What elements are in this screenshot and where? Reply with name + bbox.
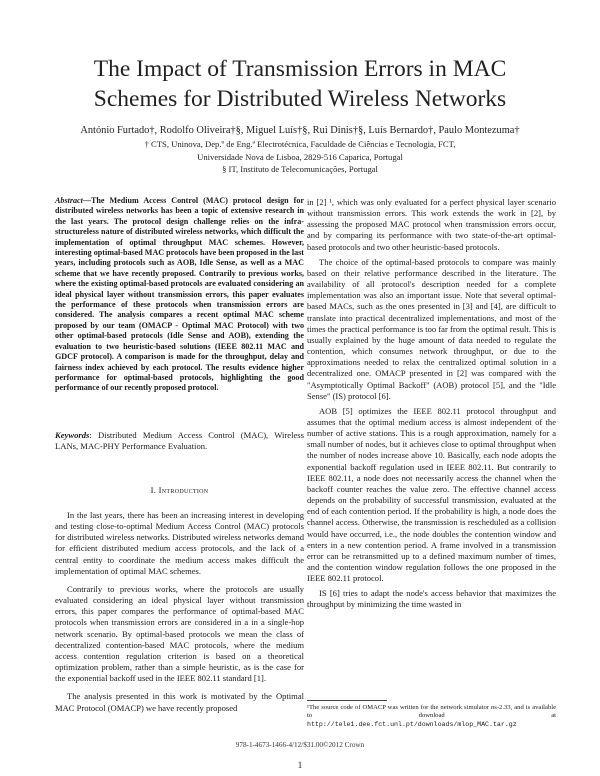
affiliation-line: † CTS, Uninova, Dep.º de Eng.ª Electrotécnica, Faculdade de Ciências e Tecnologia, FCT,: [144, 139, 456, 149]
footnote-rule: [307, 700, 387, 701]
section-number: I.: [150, 485, 157, 495]
paragraph: Contrarily to previous works, where the protocols are usually evaluated considering an ideal physical layer without transmission errors, this paper compares the performance of optimal-based MAC protocols when transmission errors are considered in a in a single-hop network scenario. By optimal-based protocols we mean the class of decentralized contention-based MAC protocols, where the medium access contention regulation criterion is based on a theoretical optimization problem, rather than a simple heuristic, as is the case for the exponential backoff used in the IEEE 802.11 standard [1].: [55, 583, 304, 684]
section-heading: [55, 485, 304, 495]
paper-title: [40, 54, 560, 114]
paragraph: AOB [5] optimizes the IEEE 802.11 protocol throughput and assumes that the optimal medium access is almost independent of the number of active stations. This is a rough approximation, namely for a small number of nodes, but it achieves close to optimal throughput when the number of nodes increase above 10. Basically, each node adopts the exponential backoff regulation used in IEEE 802.11. But contrarily to IEEE 802.11, a node does not necessarily access the channel when the backoff counter reaches the value zero. The effective channel access depends on the probability of successful transmission, evaluated at the end of each contention period. If the probability is high, a node does the channel access. Otherwise, the transmission is rescheduled as a collision would have occurred, i.e., the node doubles the contention window and enters in a new contention period. A frame involved in a transmission error can be retransmitted up to a defined maximum number of times, and the contention window regulation follows the one proposed in the IEEE 802.11 protocol.: [307, 405, 556, 584]
title-line-2: Schemes for Distributed Wireless Networks: [93, 86, 507, 112]
affiliations: [40, 138, 560, 176]
paragraph: In the last years, there has been an increasing interest in developing and testing close-to-optimal Medium Access Control (MAC) protocols for distributed wireless networks. Distributed wireless networks demand for efficient distributed medium access protocols, and the lack of a central entity to coordinate the medium access makes difficult the implementation of optimal MAC schemes.: [55, 510, 304, 576]
author-list: António Furtado†, Rodolfo Oliveira†§, Miguel Luís†§, Rui Dinis†§, Luís Bernardo†, Paulo Montezuma†: [80, 125, 520, 136]
abstract: [55, 196, 304, 394]
copyright-line: 978-1-4673-1466-4/12/$31.00©2012 Crown: [235, 741, 365, 749]
footnote-url[interactable]: http://tele1.dee.fct.unl.pt/downloads/mlop_MAC.tar.gz: [307, 720, 517, 728]
right-column-body: [307, 197, 556, 615]
page-number: 1: [297, 760, 303, 770]
title-line-1: The Impact of Transmission Errors in MAC: [93, 56, 507, 82]
affiliation-line: § IT, Instituto de Telecomunicações, Portugal: [222, 164, 378, 174]
paragraph: The choice of the optimal-based protocols to compare was mainly based on their relative performance described in the literature. The availability of all protocol's description needed for a complete implementation was also an important issue. Note that several optimal-based MACs, such as the ones presented in [3] and [4], are difficult to translate into practical decentralized implementations, and most of the times the practical performance is too far from the optimal result. This is usually explained by the huge amount of data needed to regulate the contention, which consumes network throughput, or due to the approximations needed to relax the centralized optimal solution in a decentralized one. OMACP presented in [2] was compared with the "Asymptotically Optimal Backoff" (AOB) protocol [5], and the "Idle Sense" (IS) protocol [6].: [307, 256, 556, 401]
keywords-text: : Distributed Medium Access Control (MAC), Wireless LANs, MAC-PHY Performance Evaluation.: [55, 430, 304, 452]
footnote-text: ¹The source code of OMACP was written for the network simulator ns-2.33, and is available to download at: [307, 704, 556, 720]
abstract-label: Abstract: [55, 196, 83, 205]
abstract-text: —The Medium Access Control (MAC) protocol design for distributed wireless networks has been a topic of extensive research in the last years. The protocol design challenge relies on the infra-structureless nature of distributed wireless networks, which difficult the implementation of optimal throughput MAC schemes. However, interesting optimal-based MAC protocols have been proposed in the last years, including protocols such as AOB, Idle Sense, as well as a MAC scheme that we have recently proposed. Contrarily to previous works, where the existing optimal-based protocols are evaluated considering an ideal physical layer without transmission errors, this paper evaluates the performance of these protocols when transmission errors are considered. The analysis compares a recent optimal MAC scheme proposed by our team (OMACP - Optimal MAC Protocol) with two other optimal-based protocols (Idle Sense and AOB), extending the evaluation to two heuristic-based solutions (IEEE 802.11 MAC and GDCF protocol). A comparison is made for the throughput, delay and fairness index achieved by each protocol. The results evidence higher performance for optimal-based protocols, highlighting the good performance of our recently proposed protocol.: [55, 196, 304, 393]
keywords: [55, 430, 304, 452]
paragraph: in [2] ¹, which was only evaluated for a perfect physical layer scenario without transmission errors. This work extends the work in [2], by assessing the proposed MAC protocol when transmission errors occur, and by comparing its performance with two state-of-the-art optimal-based protocols and two other heuristic-based protocols.: [307, 197, 556, 252]
footnote: [307, 700, 556, 729]
left-column-body: [55, 510, 304, 721]
section-title: Introduction: [158, 485, 209, 495]
paragraph: IS [6] tries to adapt the node's access behavior that maximizes the throughput by minimizing the time wasted in: [307, 588, 556, 610]
affiliation-line: Universidade Nova de Lisboa, 2829-516 Caparica, Portugal: [197, 151, 403, 162]
paragraph: The analysis presented in this work is motivated by the Optimal MAC Protocol (OMACP) we have recently proposed: [55, 691, 304, 713]
keywords-label: Keywords: [55, 430, 90, 440]
